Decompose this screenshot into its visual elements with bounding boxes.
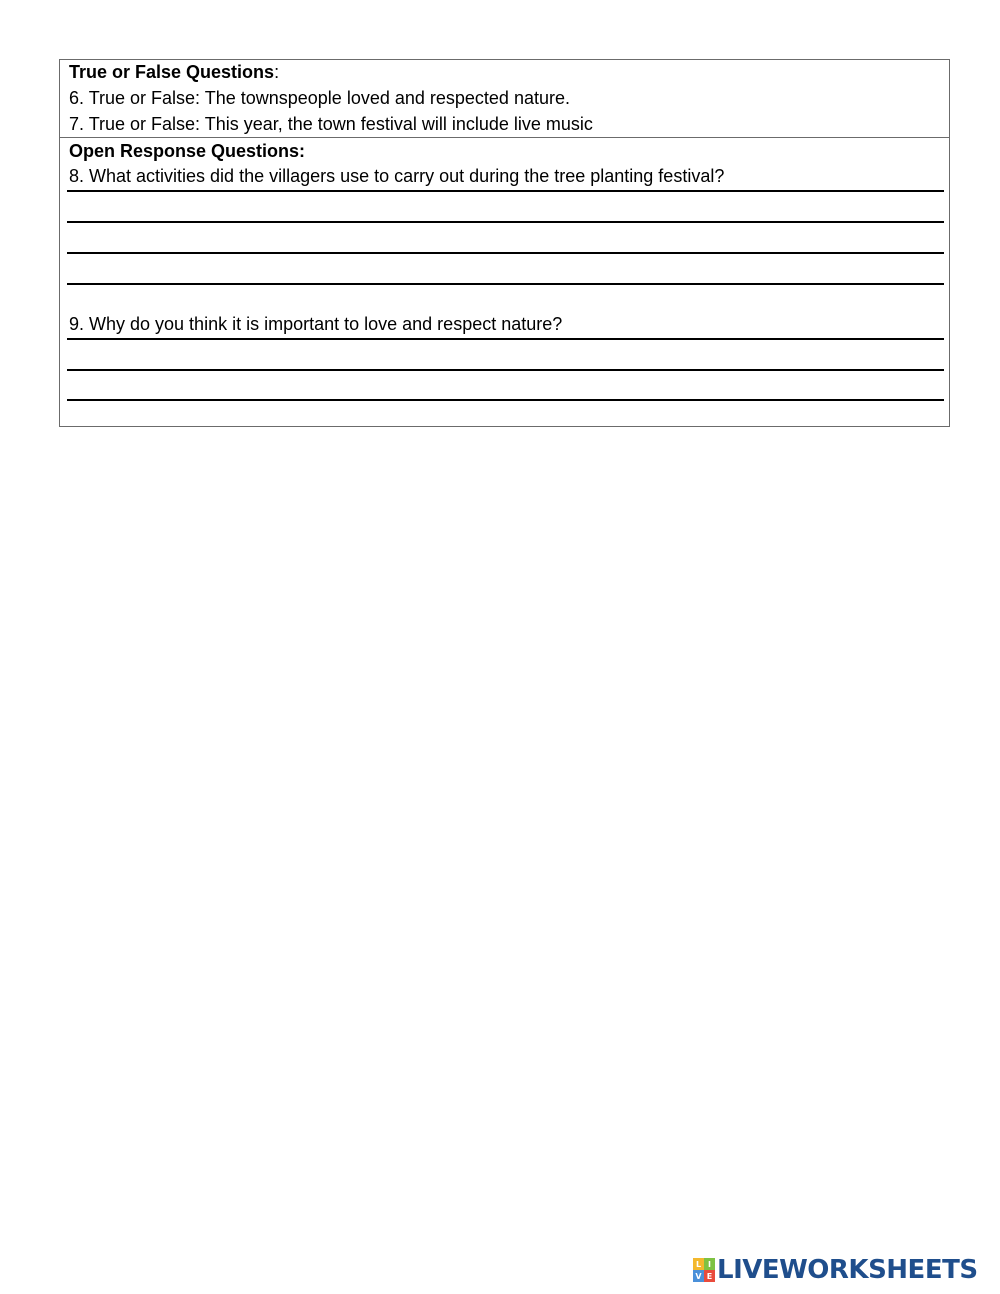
answer-line-q9-1[interactable]: [67, 338, 944, 340]
answer-line-q9-2[interactable]: [67, 369, 944, 371]
question-9: 9. Why do you think it is important to love and respect nature?: [69, 314, 563, 334]
question-7: 7. True or False: This year, the town festival will include live music: [69, 114, 593, 134]
liveworksheets-logo: [693, 1256, 978, 1284]
answer-line-q9-3[interactable]: [67, 399, 944, 401]
question-8: 8. What activities did the villagers use to carry out during the tree planting festival?: [69, 166, 725, 186]
section-divider: [60, 137, 949, 138]
answer-line-q8-1[interactable]: [67, 190, 944, 192]
open-response-heading: Open Response Questions:: [69, 141, 306, 161]
true-false-heading-line: [69, 61, 279, 83]
answer-line-q8-3[interactable]: [67, 252, 944, 254]
worksheet-table: [59, 59, 950, 427]
answer-line-q8-4[interactable]: [67, 283, 944, 285]
answer-line-q8-2[interactable]: [67, 221, 944, 223]
question-6: 6. True or False: The townspeople loved and respected nature.: [69, 88, 570, 108]
liveworksheets-logo-icon: L I V E: [693, 1258, 715, 1282]
true-false-heading: True or False Questions: [69, 62, 275, 82]
logo-text: LIVEWORKSHEETS: [717, 1255, 978, 1285]
true-false-heading-suffix: :: [274, 62, 280, 82]
